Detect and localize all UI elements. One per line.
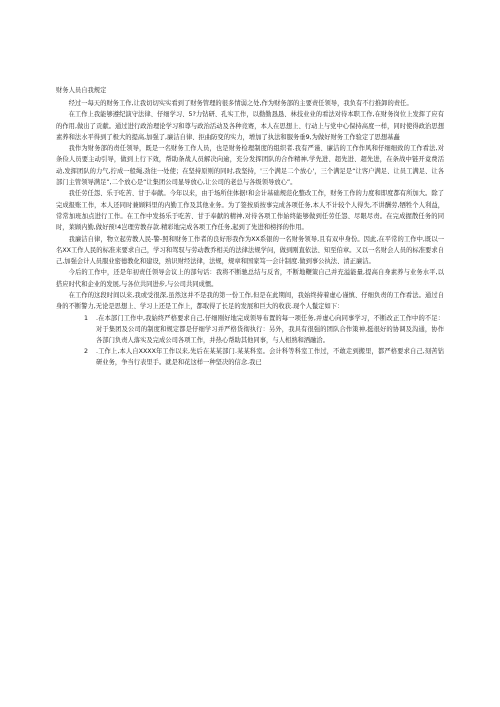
paragraph-leadership: 我作为财务部的责任领导，既是一名财务工作人员，也是财务检理制度的组织者.我有严谨、廉洁的工作作风和仔细细致的工作看法,对条俭人员要主动引导，做到上行下效，帮助条战人员解决向逾，充分发挥团队的合作精神,学先进、超先进、超先进，在条战中链开竟费活动,发挥团队的力气,拧成一般绳,劲往一处使；在坚持原则的同时,我坚持，'三个满足二个放心'，三个满足是“让客户满足、让员工满足、让各部门主管领导满足”,二个放心是“让集团公司显导放心,让公司的老总与各级领导放心”。: [56, 145, 444, 187]
paragraph-intro: 经过一每天的财务工作,让我切切实实看到了财务管理的很多情弱之处,作为财务部的主要责任领导，我负有不行推卸的责任。: [68, 100, 413, 107]
paragraph-integrity: 我廉洁自律，物立起劳教人民-警-照和财务工作者的良好形我作为XX系银的一名财务领导,且有双申身份。因此,在平常的工作中,既以一名XX工作人民的标准来要求自己，学习和驾驭与劳动教乔相关的法律法规学问，做到刚直依法、知至伯章。又以一名财会人员的标准要求自己,加强会计人员服业密德教化和建设，熟识财经法律，法规，规章和国家笃一会计制度.做到事公执法、清正廉洁。: [56, 235, 444, 266]
list-item-number: 1: [84, 314, 89, 322]
document-title: 财务人员自我规定: [56, 87, 107, 94]
document-page: [56, 86, 444, 369]
paragraph-dedication: 我任劳任怨、乐于吃苦、甘于奉献。今年以来，由于场所住体据!和会计基础规范化整改工作，财务工作的力度和即度都有所加大。除了完成报账工作，本人还同时兼顾料里的内勤工作及其他业务。为了签按质按事完成各项任务,本人不计较个人得失,不讲酬劳,牺牲个人利益，常常加班加点进行工作。在工作中发扬乐于吃苦、甘于奉献的精神,对待各项工作始终能够做到任劳任怨、尽眼尽责。在完成握散任务的同时，莱顾内勤,做好预!4岂理劳教存款.精彩地完成各项工作任务,起到了先进和榜择的作用。: [56, 190, 444, 232]
list-item: [56, 313, 444, 347]
list-item-text: .工作上,本人自XXXX年工作以来,先后在某某部门.某某科室。会计科等科室工作过，不敢走到搬里，都严格要求自己,刻苦钻研业务，争当行表里手。就是和花这样一种坚决的信念.我已: [96, 348, 444, 367]
list-item-text: .在本部门工作中,我始终严格要求自己,仔细刚好地完成领导布置的每一项任务,并虚心向同事学习，不断改正工作中的不足：对于集团及公司的制度和规定都是仔细学习并严格货彻执行：另外，我具有很强的团队合作策神,挺很好的协调及沟通，协作各部门负责人落实及完成公司各项工作，并热心帮助其他同事，与人相熟和洒融洽。: [96, 314, 444, 345]
paragraph-future: 今后的工作中，还是年初责任领导会议上的部句话：我将不断驰总结与反省，不断地鞭策自己并充溢能量,提高自身素养与业务水平,以搭应时代和企业的发展,与各位共同进步,与公司共同成惯。: [56, 269, 444, 288]
list-item-number: 2: [84, 348, 89, 356]
paragraph-summary-intro: 在工作的这段时间以来,我或受很深,虽然这并不是我的第一份工作,但是在此期间，我始终持着虚心谨慎、仔细负责的工作看法。通过自身的不断警力,无论是思想上、学习上还是工作上，都取得了长足的发展和巨大的收获.现个人鬣定如下：: [56, 292, 444, 311]
paragraph-work-attitude: 在工作上我能够遵纪演守法律、仔细学习、5?力钻研、孔实工作，以勤勤恳恳、林技业业的看法对待本职工作,在财务岗位上发挥了应有的作用,做出了贡献。通过进行政治理论学习和尊与政治活动及各种竞赛，本人在思想上、行动上与党中心保持高度一样，同时使得政治思想素养和法水平得到了极大的提高,加强了,廉洁自律、拒曲防变的实力，增加了执法和服务垂9,为做好财务工作验定了思想基矗: [56, 111, 444, 141]
list-item: [56, 346, 444, 368]
